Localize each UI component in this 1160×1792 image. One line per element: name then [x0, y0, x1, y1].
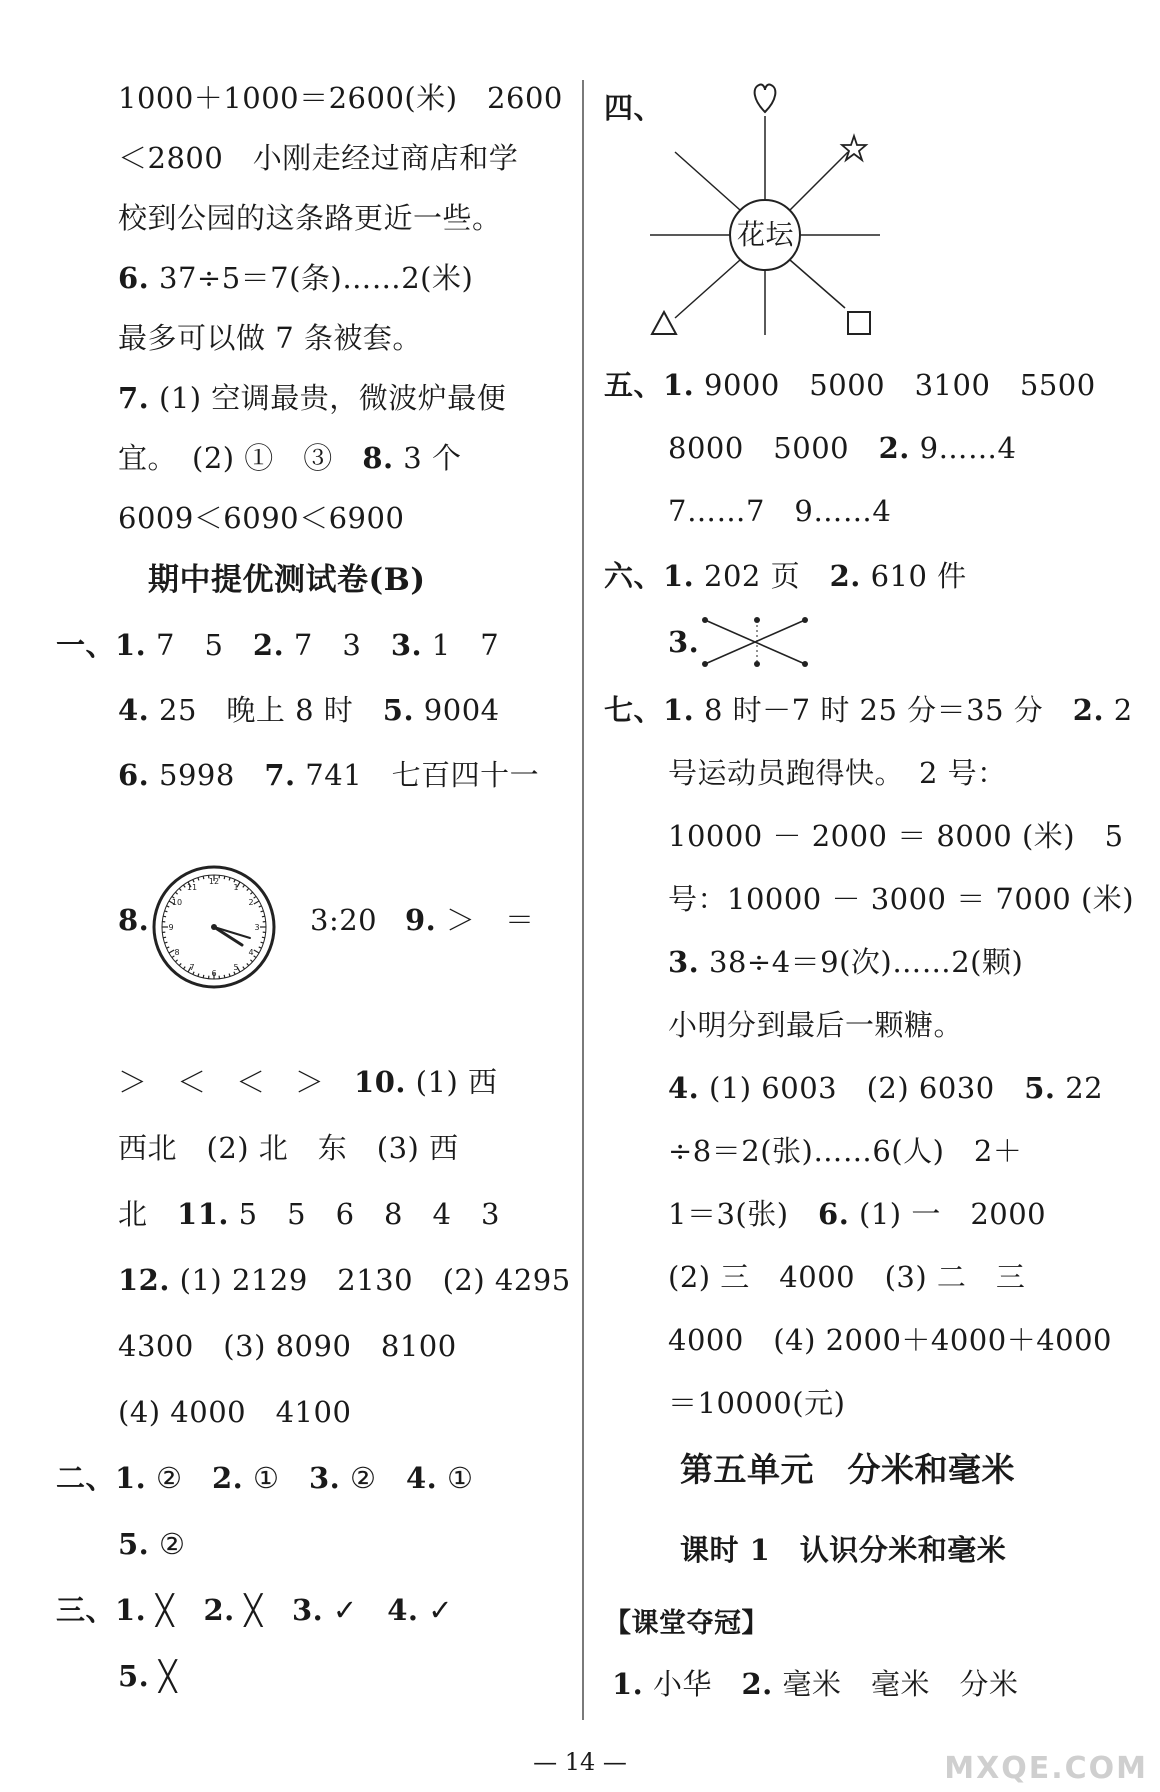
answer-line: 五、1. 9000 5000 3100 5500 [604, 368, 1096, 402]
answer-line: 4300 (3) 8090 8100 [118, 1329, 457, 1363]
clock-face-icon [150, 863, 278, 991]
answer-line: ÷8＝2(张)……6(人) 2＋ [668, 1134, 1023, 1168]
square-icon [848, 312, 870, 334]
svg-text:6: 6 [211, 969, 217, 978]
answer-line: ＞ ＜ ＜ ＞ 10. (1) 西 [118, 1065, 498, 1099]
answer-line: 6. 37÷5＝7(条)……2(米) [118, 261, 474, 295]
answer-line: 三、1. ╳ 2. ╳ 3. ✓ 4. ✓ [56, 1593, 454, 1627]
svg-text:12: 12 [208, 877, 220, 886]
answer-line: (2) 三 4000 (3) 二 三 [668, 1260, 1026, 1294]
line-connection-diagram [700, 612, 810, 672]
answer-line: 六、1. 202 页 2. 610 件 [604, 559, 967, 593]
svg-text:3: 3 [254, 923, 260, 932]
answer-line: 4. 25 晚上 8 时 5. 9004 [118, 693, 500, 727]
star-icon [842, 136, 866, 160]
answer-line: 6. 5998 7. 741 七百四十一 [118, 758, 540, 792]
answer-line: 一、1. 7 5 2. 7 3 3. 1 7 [56, 628, 500, 662]
svg-text:11: 11 [186, 883, 198, 892]
heart-icon [755, 85, 776, 112]
question-number: 3. [668, 625, 700, 659]
answer-line: 校到公园的这条路更近一些。 [118, 201, 502, 235]
answer-line: 小明分到最后一颗糖。 [668, 1008, 964, 1042]
svg-text:8: 8 [174, 948, 180, 957]
svg-text:1: 1 [233, 883, 239, 892]
section-tag: 【课堂夺冠】 [604, 1608, 769, 1639]
answer-line: 西北 (2) 北 东 (3) 西 [118, 1131, 459, 1165]
section-number: 四、 [604, 91, 664, 125]
answer-line: 宜。 (2) ① ③ 8. 3 个 [118, 441, 462, 475]
answer-line: 二、1. ② 2. ① 3. ② 4. ① [56, 1461, 474, 1495]
svg-text:2: 2 [248, 898, 254, 907]
answer-line: 1＝3(张) 6. (1) 一 2000 [668, 1197, 1047, 1231]
unit-title: 第五单元 分米和毫米 [680, 1450, 1015, 1489]
question-number: 8. [118, 903, 150, 937]
lesson-title: 课时 1 认识分米和毫米 [680, 1533, 1007, 1567]
answer-line: 5. ② [118, 1527, 186, 1561]
section-title: 期中提优测试卷(B) [148, 562, 426, 598]
answer-line: 8000 5000 2. 9……4 [668, 431, 1017, 465]
svg-text:9: 9 [168, 923, 174, 932]
answer-line: 5. ╳ [118, 1659, 177, 1693]
answer-line: 最多可以做 7 条被套。 [118, 321, 422, 355]
svg-text:4: 4 [248, 948, 254, 957]
answer-line: ＜2800 小刚走经过商店和学 [118, 141, 519, 175]
svg-text:10: 10 [171, 898, 183, 907]
watermark: MXQE.COM [944, 1751, 1148, 1786]
answer-line: 3. 38÷4＝9(次)……2(颗) [668, 945, 1024, 979]
answer-line: 北 11. 5 5 6 8 4 3 [118, 1197, 500, 1231]
answer-line: 七、1. 8 时－7 时 25 分＝35 分 2. 2 [604, 693, 1133, 727]
answer-line: 号：10000 － 3000 ＝ 7000 (米) [668, 882, 1135, 916]
answer-line: 1000＋1000＝2600(米) 2600 [118, 81, 563, 115]
answer-line: 1. 小华 2. 毫米 毫米 分米 [612, 1667, 1019, 1701]
flower-bed-label: 花坛 [737, 218, 795, 251]
answer-line: ＝10000(元) [668, 1386, 846, 1420]
flower-bed-diagram [650, 80, 880, 340]
page-number: — 14 — [533, 1748, 627, 1776]
triangle-icon [652, 312, 676, 334]
column-divider [582, 80, 584, 1720]
answer-line: 7……7 9……4 [668, 494, 892, 528]
answer-line: 号运动员跑得快。 2 号： [668, 756, 1007, 790]
answer-line: (4) 4000 4100 [118, 1395, 352, 1429]
answer-line: 9. ＞ ＝ [405, 903, 535, 937]
answer-line: 4. (1) 6003 (2) 6030 5. 22 [668, 1071, 1104, 1105]
svg-text:5: 5 [233, 963, 239, 972]
answer-line: 4000 (4) 2000＋4000＋4000 [668, 1323, 1113, 1357]
answer-line: 10000 － 2000 ＝ 8000 (米) 5 [668, 819, 1124, 853]
answer-line: 7. (1) 空调最贵，微波炉最便 [118, 381, 507, 415]
svg-text:7: 7 [189, 963, 195, 972]
answer-line: 12. (1) 2129 2130 (2) 4295 [118, 1263, 571, 1297]
clock-time-answer: 3:20 [310, 903, 378, 937]
answer-line: 6009＜6090＜6900 [118, 501, 405, 535]
